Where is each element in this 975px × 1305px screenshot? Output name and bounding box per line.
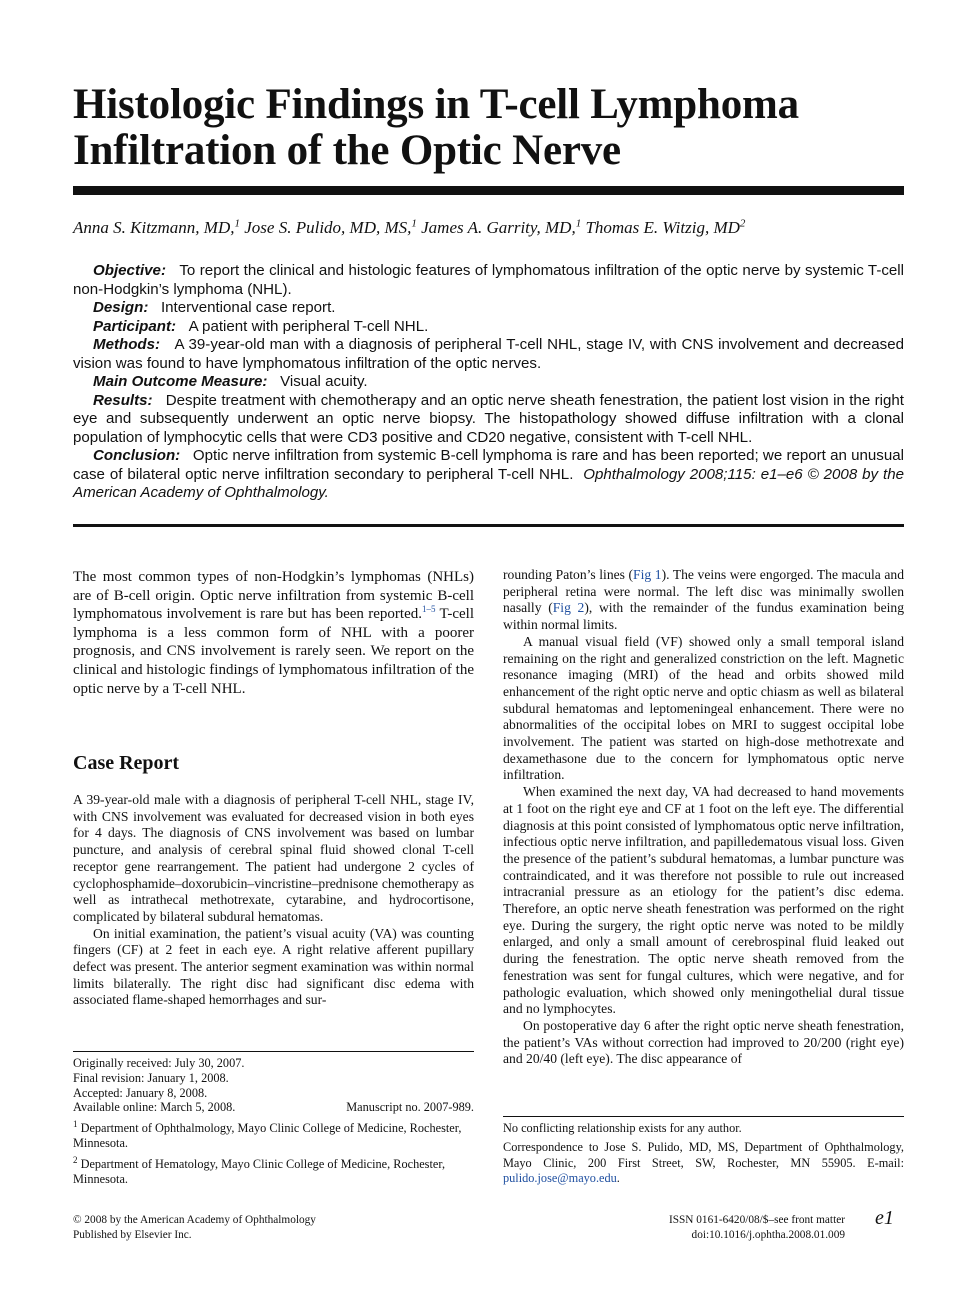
- reference-link[interactable]: 1–5: [422, 604, 436, 615]
- abstract-divider: [73, 524, 904, 527]
- abstract-outcome: Main Outcome Measure: Visual acuity.: [93, 373, 368, 390]
- correspondence-note: No conflicting relationship exists for any author. Correspondence to Jose S. Pulido, MD, MS, Department of Ophthalmology, Mayo Clinic, 200 First Street, SW, Rochester, MN 55905. E-mail: pulido.jose@mayo.edu.: [503, 1121, 904, 1186]
- abstract-conclusion: Conclusion: Optic nerve infiltration from systemic B-cell lymphoma is rare and has been reported; we report an unusual case of bilateral optic nerve infiltration secondary to peripheral T-cell NHL. Ophthalmology 2008;115: e1–e6 © 2008 by the American Academy of Ophthalmology.: [73, 447, 905, 501]
- author-name: Jose S. Pulido, MD, MS,: [244, 218, 412, 237]
- section-heading: Case Report: [73, 752, 180, 774]
- paragraph: When examined the next day, VA had decreased to hand movements at 1 foot on the right eye and CF at 1 foot on the left eye. The differential diagnosis at this point consisted of lymphomatous optic nerve infiltration, infectious optic nerve infiltration, and papilledematous visual loss. Given the presence of the patient’s subdural hematomas, a lumbar puncture was contraindicated, and it was therefore not possible to rule out increased intracranial pressure as an etiology for the patient’s disc edema. Therefore, an optic nerve sheath fenestration was performed on the right eye. During the surgery, the right optic nerve was noted to be mildly enlarged, and only a small amount of cerebrospinal fluid leaked out during the fenestration. The optic nerve sheath removed from the fenestration was sent for fungal cultures, which were negative, and for pathologic evaluation, which showed only meningothelial dural tissue and no lymphocytes.: [503, 784, 904, 1017]
- figure-link[interactable]: Fig 2: [552, 600, 585, 616]
- article-title: Histologic Findings in T-cell Lymphoma Infiltration of the Optic Nerve: [73, 81, 799, 174]
- affiliation: $^1$ Department of Ophthalmology, Mayo Clinic College of Medicine, Rochester, Minnesota.: [73, 1119, 462, 1150]
- paragraph: A manual visual field (VF) showed only a small temporal island remaining on the right and generalized constriction on the left. Magnetic resonance imaging (MRI) of the head and orbits showed mild enhancement of the right optic nerve and optic chiasm as well as bilateral subdural hematomas and leptomeningeal enhancement. There were no abnormalities of the occipital lobes on MRI to suggest occipital lobe involvement. The patient was started on high-dose methotrexate and dexamethasone due to the concern for lymphomatous optic nerve infiltration.: [503, 633, 904, 783]
- abstract: [73, 262, 904, 503]
- figure-link[interactable]: Fig 1: [633, 567, 662, 582]
- paragraph: On postoperative day 6 after the right optic nerve sheath fenestration, the patient’s VAs without correction had improved to 20/200 (right eye) and 20/40 (left eye). The disc appearance of: [503, 1017, 904, 1067]
- author-affiliation: 2: [739, 217, 746, 230]
- abstract-methods: Methods: A 39-year-old man with a diagnosis of peripheral T-cell NHL, stage IV, with CNS involvement and decreased vision was found to have lymphomatous infiltration of the optic nerves.: [73, 336, 904, 372]
- affiliation: $^2$ Department of Hematology, Mayo Clinic College of Medicine, Rochester, Minnesota.: [73, 1154, 446, 1186]
- article-history: Originally received: July 30, 2007. Final revision: January 1, 2008. Accepted: January 8, 2008. Available online: March 5, 2008. Manuscript no. 2007-989. $^1$ Department of Ophthalmology, Mayo Clinic College of Medicine, Rochester, Minnesota. $^2$ Department of Hematology, Mayo Clinic College of Medicine, Rochester, Minnesota.: [73, 1056, 474, 1186]
- author-affiliation: 1: [234, 217, 240, 230]
- footnote-divider: [73, 1051, 474, 1052]
- citation: Ophthalmology 2008;115: e1–e6 © 2008 by the American Academy of Ophthalmology.: [73, 465, 905, 501]
- case-report-text: [73, 792, 474, 1009]
- footnote-divider: [503, 1116, 904, 1117]
- page-number: e1: [875, 1207, 894, 1229]
- author-name: Thomas E. Witzig, MD: [585, 218, 740, 237]
- issn-doi: ISSN 0161-6420/08/$–see front matter doi:10.1016/j.ophtha.2008.01.009: [668, 1214, 845, 1241]
- abstract-participant: Participant: A patient with peripheral T-cell NHL.: [93, 317, 429, 335]
- introduction: The most common types of non-Hodgkin’s lymphomas (NHLs) are of B-cell origin. Optic nerve infiltration from systemic B-cell lymphomatous involvement is rare but has been reported.$^{1-5}$ T-cell lymphoma is a less common form of NHL with a poorer prognosis, and CNS involvement is rarely seen. We report on the clinical and histologic findings of lymphomatous infiltration of the optic nerve by a T-cell NHL.: [73, 569, 474, 697]
- abstract-design: Design: Interventional case report.: [93, 299, 336, 316]
- author-name: Anna S. Kitzmann, MD,: [73, 218, 235, 237]
- paragraph: rounding Paton’s lines (Fig 1). The veins were engorged. The macula and peripheral retina were normal. The left disc was minimally swollen nasally (Fig 2), with the remainder of the fundus examination being within normal limits.: [503, 567, 904, 633]
- paragraph: A 39-year-old male with a diagnosis of peripheral T-cell NHL, stage IV, with CNS involvement was evaluated for decreased vision in both eyes for 4 days. The diagnosis of CNS involvement was based on lumbar puncture, and analysis of cerebral spinal fluid showed clonal T-cell receptor gene rearrangement. The patient had undergone 2 cycles of cyclophosphamide–doxorubicin–vincristine–prednisone chemotherapy as well as intrathecal methotrexate, cytarabine, and hydrocortisone, complicated by bilateral subdural hematomas.: [73, 792, 474, 924]
- author-affiliation: 1: [575, 217, 582, 230]
- abstract-results: Results: Despite treatment with chemotherapy and an optic nerve sheath fenestration, the patient lost vision in the right eye and subsequently underwent an optic nerve biopsy. The histopathology showed diffuse infiltration with a clonal population of lymphocytic cells that were CD3 positive and CD20 negative, consistent with T-cell NHL.: [73, 391, 904, 446]
- author-name: James A. Garrity, MD,: [421, 218, 576, 237]
- abstract-objective: Objective: To report the clinical and histologic features of lymphomatous infiltration of the optic nerve by systemic T-cell non-Hodgkin’s lymphoma (NHL).: [73, 262, 904, 298]
- title-divider: [73, 186, 904, 195]
- right-column-text: [503, 567, 904, 1068]
- publisher-info: © 2008 by the American Academy of Ophthalmology Published by Elsevier Inc.: [73, 1214, 316, 1241]
- author-list: [73, 218, 913, 238]
- paragraph: On initial examination, the patient’s visual acuity (VA) was counting fingers (CF) at 2 feet in each eye. A right relative afferent pupillary defect was present. The anterior segment examination was within normal limits bilaterally. The right disc had significant disc edema with associated flame-shaped hemorrhages and sur-: [73, 925, 474, 1008]
- author-affiliation: 1: [411, 217, 417, 230]
- email-link[interactable]: pulido.jose@mayo.edu: [503, 1171, 617, 1186]
